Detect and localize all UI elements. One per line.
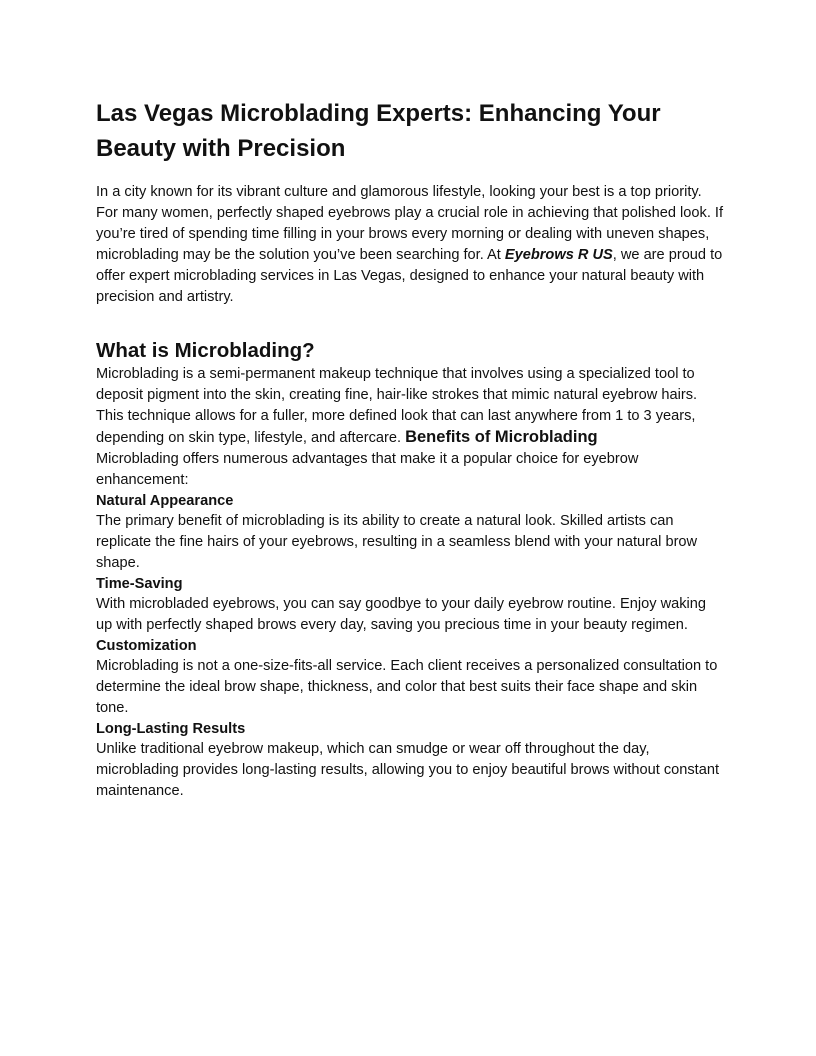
benefit-body: Unlike traditional eyebrow makeup, which can smudge or wear off throughout the day, microblading provides long-lasting results, allowing you to enjoy beautiful brows without constant maintenance.	[96, 741, 720, 799]
benefit-heading: Long-Lasting Results	[96, 721, 246, 737]
benefits-heading: Benefits of Microblading	[405, 428, 598, 446]
what-is-body: Microblading is a semi-permanent makeup technique that involves using a specialized tool to deposit pigment into the skin, creating fine, hair-like strokes that mimic natural eyebrow hairs. This technique allows for a fuller, more defined look that can last anywhere from 1 to 3 years, depending on skin type, lifestyle, and aftercare.	[96, 366, 698, 446]
benefit-body: The primary benefit of microblading is its ability to create a natural look. Skilled artists can replicate the fine hairs of your eyebrows, resulting in a seamless blend with your natural brow shape.	[96, 513, 698, 571]
benefit-item	[96, 574, 726, 636]
benefit-heading: Natural Appearance	[96, 493, 234, 509]
page-title: Las Vegas Microblading Experts: Enhancing Your Beauty with Precision	[96, 100, 661, 162]
brand-name: Eyebrows R US	[504, 247, 613, 263]
benefit-body: Microblading is not a one-size-fits-all service. Each client receives a personalized consultation to determine the ideal brow shape, thickness, and color that best suits their face shape and skin tone.	[96, 658, 718, 716]
intro-text-before: In a city known for its vibrant culture and glamorous lifestyle, looking your best is a top priority. For many women, perfectly shaped eyebrows play a crucial role in achieving that polished look. If you’re tired of spending time filling in your brows every morning or dealing with uneven shapes, microblading may be the solution you’ve been searching for. At	[96, 184, 724, 263]
benefit-heading: Customization	[96, 638, 197, 654]
what-is-paragraph	[96, 364, 726, 449]
document-page	[96, 96, 726, 802]
benefits-intro: Microblading offers numerous advantages that make it a popular choice for eyebrow enhancement:	[96, 451, 639, 488]
what-is-heading: What is Microblading?	[96, 339, 315, 362]
benefit-item	[96, 719, 726, 802]
benefit-item	[96, 491, 726, 574]
benefit-heading: Time-Saving	[96, 576, 183, 592]
benefit-body: With microbladed eyebrows, you can say goodbye to your daily eyebrow routine. Enjoy waking up with perfectly shaped brows every day, saving you precious time in your beauty regimen.	[96, 596, 707, 633]
intro-text-after: , we are proud to offer expert microblading services in Las Vegas, designed to enhance your natural beauty with precision and artistry.	[96, 247, 723, 305]
intro-paragraph	[96, 182, 726, 308]
benefit-item	[96, 636, 726, 719]
